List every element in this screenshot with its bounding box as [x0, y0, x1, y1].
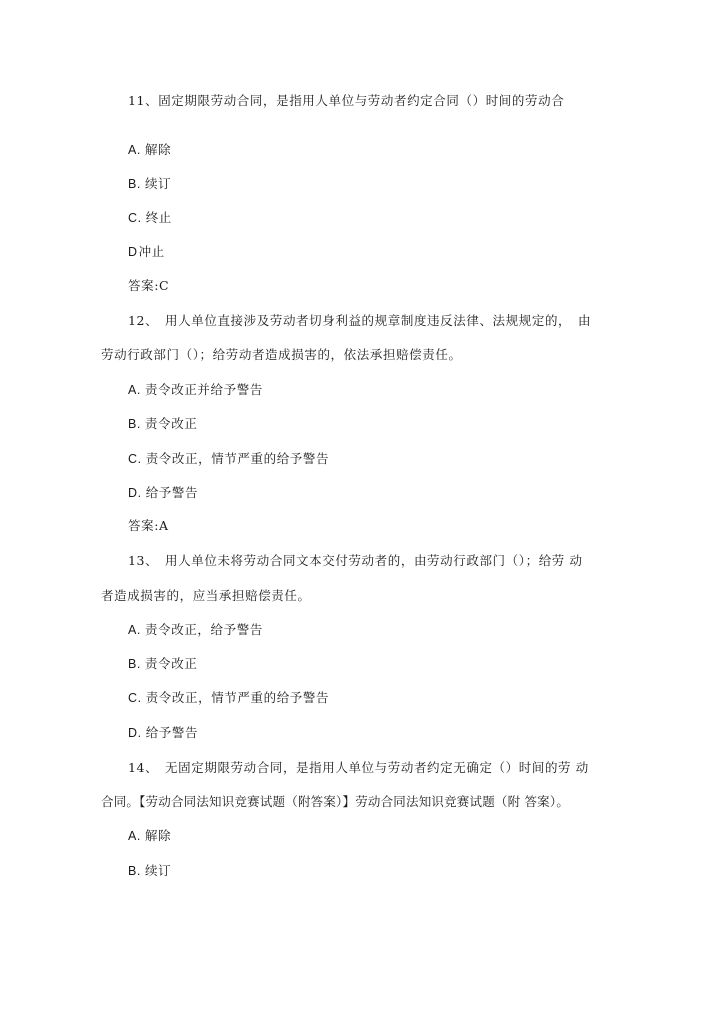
- option-letter: C.: [128, 211, 142, 225]
- option-letter: D.: [128, 726, 142, 740]
- option-text: 终止: [145, 210, 172, 225]
- question-11-option-d: [128, 244, 165, 260]
- option-text: 责令改正，情节严重的给予警告: [145, 451, 330, 466]
- question-11-answer: 答案:C: [128, 278, 170, 293]
- option-text: 责令改正: [145, 416, 198, 431]
- question-13-option-a: [128, 622, 263, 638]
- question-12-option-b: [128, 416, 197, 432]
- option-letter: A.: [128, 143, 142, 157]
- option-letter: D.: [128, 486, 142, 500]
- question-12-option-a: [128, 382, 263, 398]
- question-13-option-d: [128, 725, 198, 741]
- question-14-line-2: 合同。【劳动合同法知识竞赛试题（附答案）】劳动合同法知识竞赛试题（附 答案）。: [101, 794, 570, 809]
- question-12-line-1: 12、 用人单位直接涉及劳动者切身利益的规章制度违反法律、法规规定的， 由: [128, 313, 592, 328]
- question-14-option-a: [128, 828, 171, 844]
- question-12-option-c: [128, 451, 329, 467]
- option-text: 续订: [145, 863, 172, 878]
- option-text: 解除: [145, 828, 172, 843]
- question-12-option-d: [128, 485, 198, 501]
- option-letter: A.: [128, 829, 142, 843]
- question-11-option-c: [128, 210, 172, 226]
- question-13-line-2: 者造成损害的，应当承担赔偿责任。: [101, 588, 311, 603]
- option-text: 续订: [145, 176, 172, 191]
- question-11-line-1: 11、固定期限劳动合同，是指用人单位与劳动者约定合同（）时间的劳动合: [128, 93, 565, 108]
- option-text: 给予警告: [145, 725, 199, 740]
- question-13-option-c: [128, 690, 329, 706]
- option-text: 冲止: [138, 244, 165, 259]
- option-letter: A.: [128, 383, 142, 397]
- option-text: 责令改正，给予警告: [145, 622, 263, 637]
- option-text: 解除: [145, 142, 172, 157]
- option-letter: A.: [128, 623, 142, 637]
- option-text: 责令改正: [145, 656, 198, 671]
- option-letter: B.: [128, 864, 142, 878]
- option-letter: C.: [128, 452, 142, 466]
- option-letter: C.: [128, 691, 142, 705]
- question-14-line-1: 14、 无固定期限劳动合同，是指用人单位与劳动者约定无确定（）时间的劳 动: [128, 760, 589, 775]
- question-11-option-b: [128, 176, 171, 192]
- option-text: 责令改正，情节严重的给予警告: [145, 690, 330, 705]
- question-13-line-1: 13、 用人单位未将劳动合同文本交付劳动者的，由劳动行政部门（）；给劳 动: [128, 553, 583, 568]
- option-letter: B.: [128, 657, 142, 671]
- option-text: 给予警告: [145, 485, 199, 500]
- option-letter: B.: [128, 417, 142, 431]
- question-12-line-2: 劳动行政部门（）；给劳动者造成损害的，依法承担赔偿责任。: [101, 347, 462, 362]
- question-14-option-b: [128, 863, 171, 879]
- option-letter: D: [128, 245, 138, 259]
- option-text: 责令改正并给予警告: [145, 382, 263, 397]
- question-13-option-b: [128, 656, 197, 672]
- question-11-option-a: [128, 142, 171, 158]
- option-letter: B.: [128, 177, 142, 191]
- question-12-answer: 答案:A: [128, 518, 169, 533]
